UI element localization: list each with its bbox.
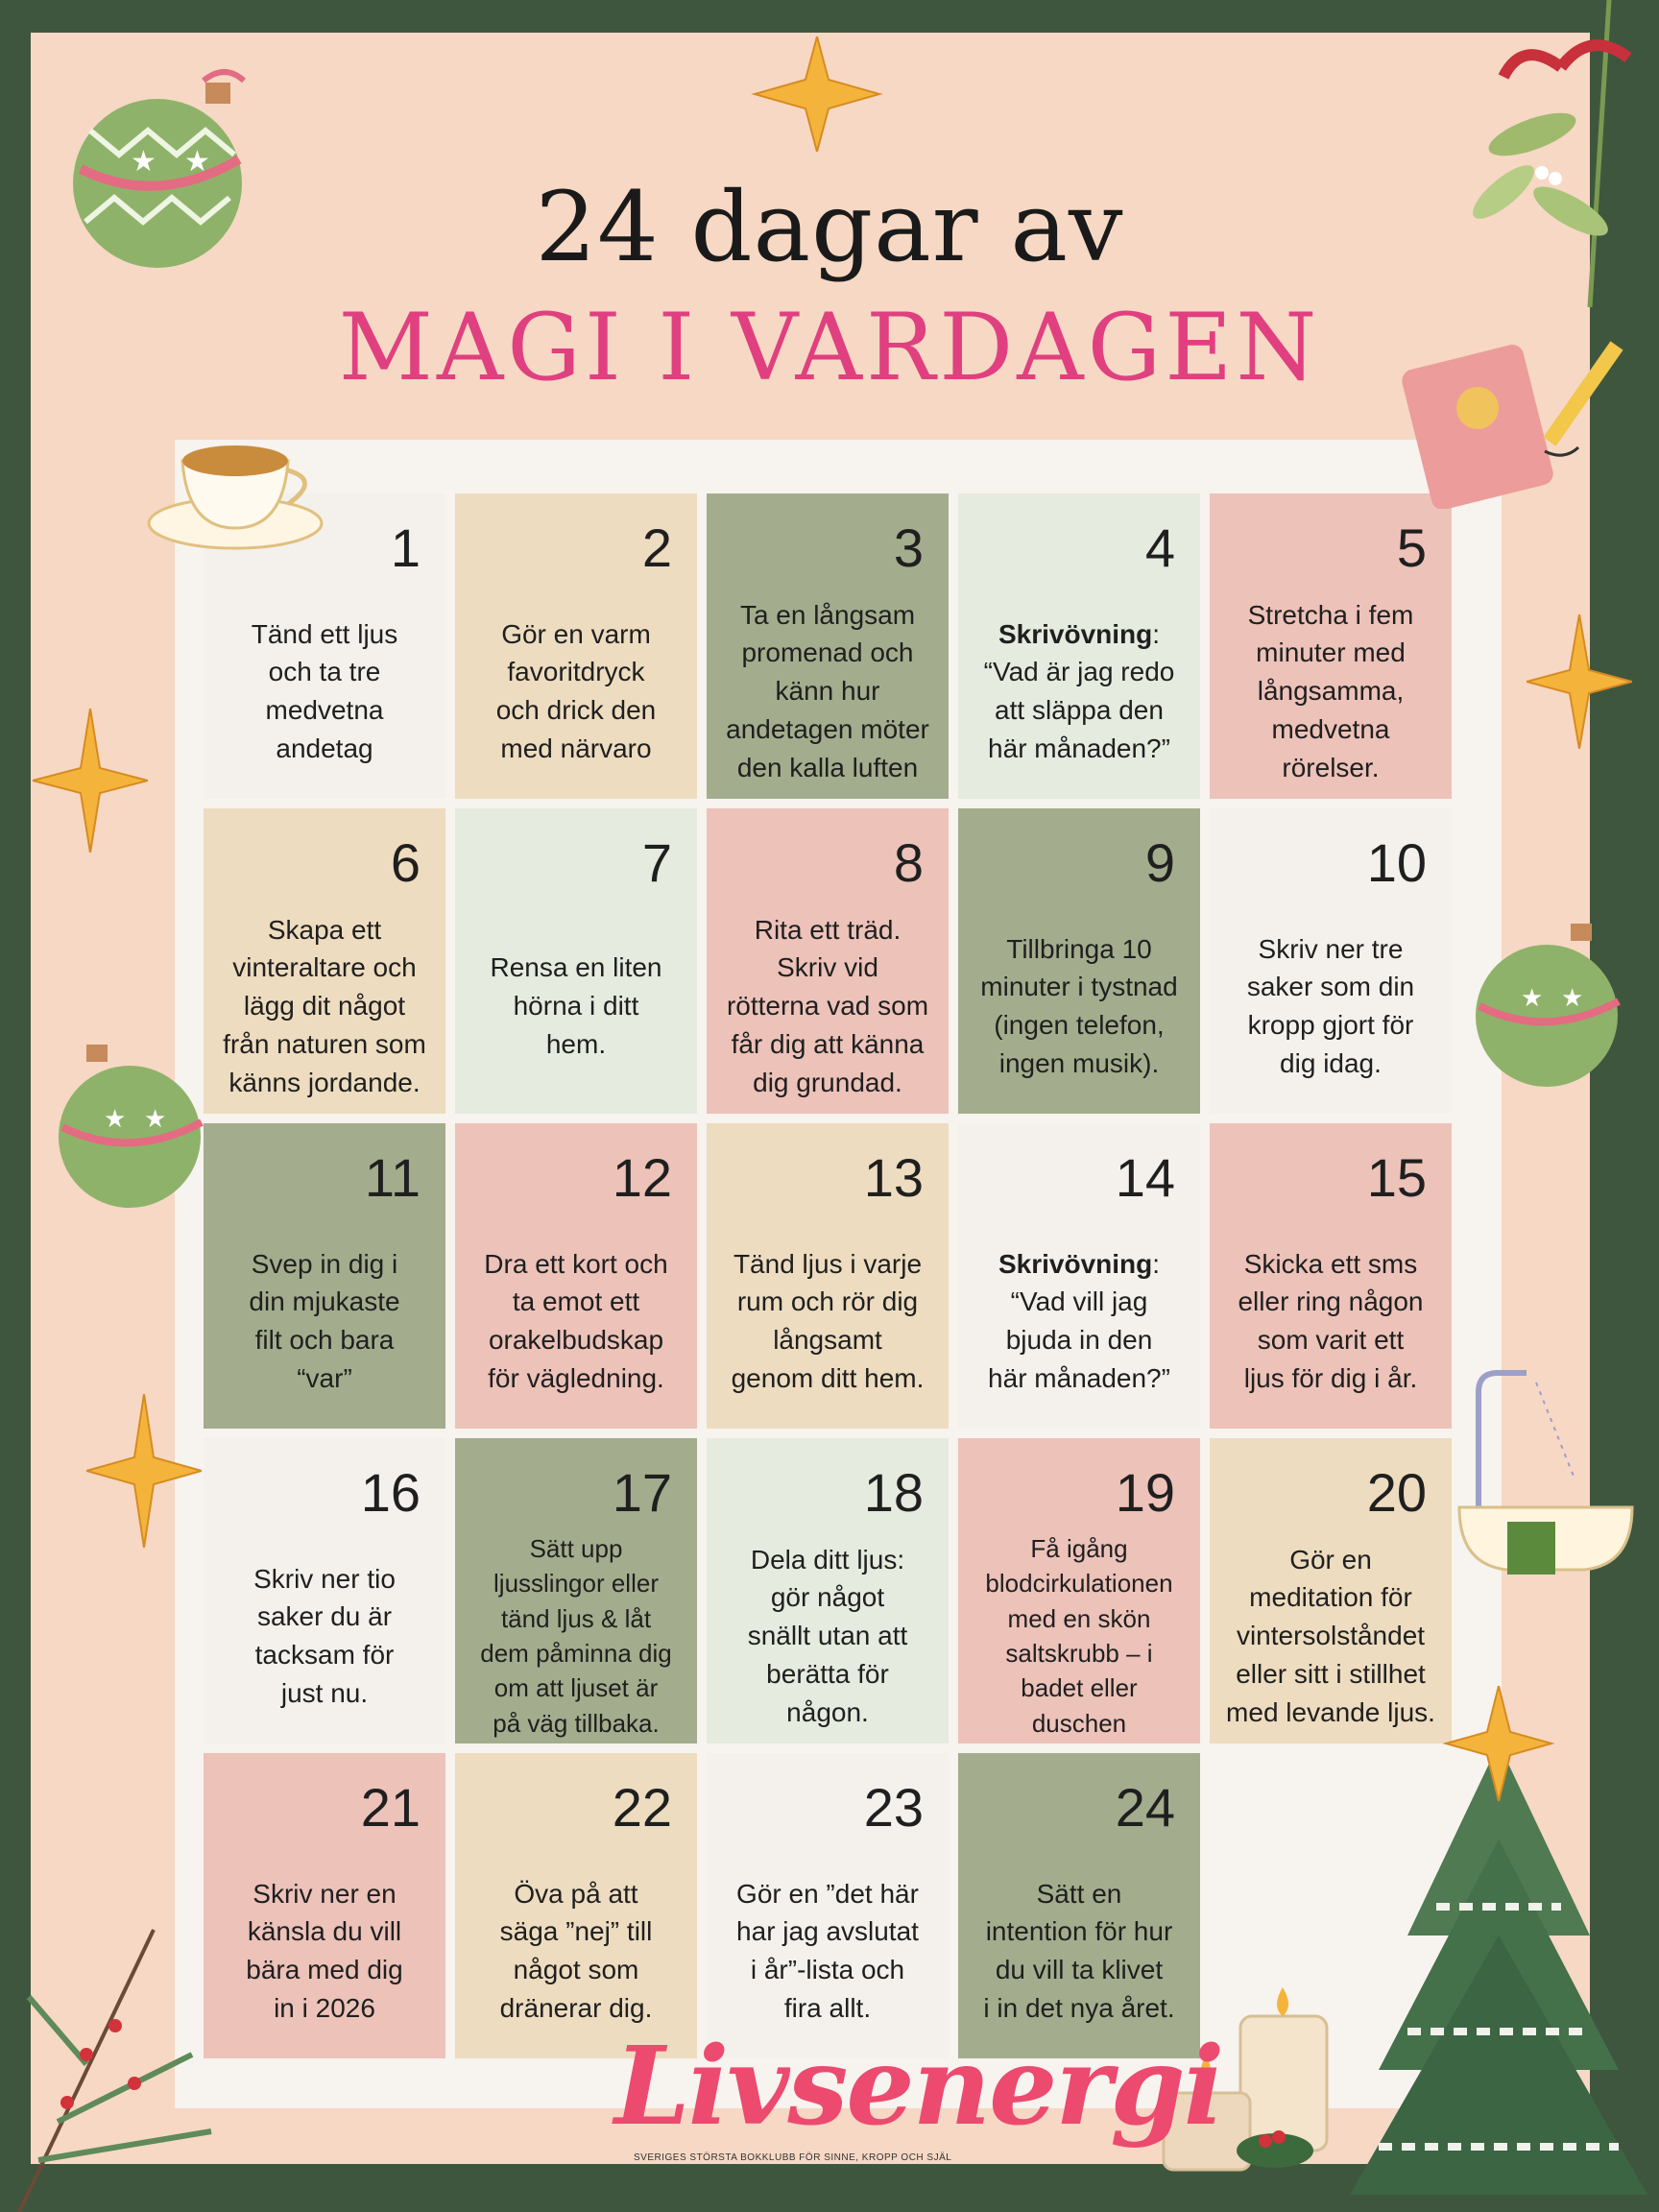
svg-text:★: ★ [1561,984,1584,1013]
star-icon [745,36,889,152]
svg-text:★: ★ [104,1105,127,1134]
star-icon [1527,614,1632,749]
day-text [213,1538,436,1734]
day-cell-2 [455,493,697,799]
day-text-body: Gör en meditation för vintersolståndet eller sitt i stillhet med levande ljus. [1226,1544,1435,1727]
day-text [213,1223,436,1419]
svg-text:★: ★ [1521,984,1544,1013]
day-text-body: Tillbringa 10 minuter i tystnad (ingen telefon, ingen musik). [980,933,1178,1078]
day-number: 14 [1115,1147,1175,1208]
day-text [716,1538,939,1734]
day-text-body: Stretcha i fem minuter med långsamma, medvetna rörelser. [1247,599,1414,782]
day-cell-18 [707,1438,949,1743]
day-cell-7 [455,808,697,1114]
day-text [465,1853,687,2049]
day-text [968,1223,1190,1419]
day-number: 13 [863,1147,924,1208]
day-text-body: Skicka ett sms eller ring någon som varit ett ljus för dig i år. [1238,1248,1424,1393]
day-cell-16 [204,1438,445,1743]
day-text [968,1533,1190,1738]
day-number: 12 [612,1147,672,1208]
day-number: 19 [1115,1462,1175,1523]
day-cell-6 [204,808,445,1114]
day-number: 6 [390,832,421,893]
day-cell-12 [455,1123,697,1429]
day-number: 16 [360,1462,421,1523]
journal-icon [1396,317,1636,509]
day-text [968,1853,1190,2049]
star-icon [86,1394,202,1548]
svg-text:★: ★ [131,145,156,179]
day-text-body: Skriv ner tre saker som din kropp gjort för dig idag. [1246,933,1415,1078]
day-text-bold: Skrivövning [998,1248,1153,1279]
day-cell-17 [455,1438,697,1743]
christmas-tree-icon [1340,1686,1657,2212]
day-text-body: : “Vad vill jag bjuda in den här månaden?” [988,1248,1170,1393]
day-number: 18 [863,1462,924,1523]
day-text-body: Öva på att säga ”nej” till något som dränerar dig. [499,1878,653,2023]
day-number: 23 [863,1777,924,1838]
day-text-body: Dela ditt ljus: gör något snällt utan att berätta för någon. [747,1544,908,1727]
day-text [716,1223,939,1419]
day-text-body: Gör en ”det här har jag avslutat i år”-lista och fira allt. [736,1878,919,2023]
day-cell-15 [1210,1123,1452,1429]
ornament-icon [61,63,263,275]
day-text [968,908,1190,1104]
day-cell-3 [707,493,949,799]
day-number: 20 [1366,1462,1427,1523]
day-text-body: Få igång blodcirkulationen med en skön saltskrubb – i badet eller duschen [985,1533,1173,1738]
day-number: 10 [1366,832,1427,893]
day-text [1219,1223,1442,1419]
day-text [213,908,436,1104]
svg-text:★: ★ [144,1105,167,1134]
day-text-body: Gör en varm favoritdryck och drick den med närvaro [495,618,657,763]
day-cell-19 [958,1438,1200,1743]
title-line-1: 24 dagar av [535,171,1124,283]
day-number: 1 [390,517,421,578]
day-cell-11 [204,1123,445,1429]
day-text-body: Svep in dig i din mjukaste filt och bara “var” [249,1248,400,1393]
day-cell-14 [958,1123,1200,1429]
day-text-body: Tänd ljus i varje rum och rör dig långsamt genom ditt hem. [731,1248,925,1393]
day-text-body: Skapa ett vinteraltare och lägg dit något från naturen som känns jordande. [223,914,426,1097]
day-number: 7 [641,832,672,893]
tagline: SVERIGES STÖRSTA BOKKLUBB FÖR SINNE, KROPP OCH SJÄL [634,2152,952,2163]
day-number: 5 [1396,517,1427,578]
day-text-body: : “Vad är jag redo att släppa den här månaden?” [983,618,1175,763]
branch-icon [0,1911,250,2212]
title-line-2: MAGI I VARDAGEN [338,294,1321,401]
bathtub-icon [1440,1363,1651,1603]
day-text-body: Rita ett träd. Skriv vid rötterna vad som får dig att känna dig grundad. [726,914,929,1097]
day-cell-13 [707,1123,949,1429]
day-text-body: Skriv ner tio saker du är tacksam för just nu. [253,1563,396,1708]
day-cell-9 [958,808,1200,1114]
teacup-icon [144,413,336,557]
day-text-body: Sätt upp ljusslingor eller tänd ljus & låt dem påminna dig om att ljuset är på väg tillbaka. [480,1533,672,1738]
day-number: 8 [893,832,924,893]
day-cell-23 [707,1753,949,2058]
day-number: 2 [641,517,672,578]
star-icon [33,709,148,853]
day-number: 9 [1144,832,1175,893]
day-text [1219,593,1442,789]
day-number: 21 [360,1777,421,1838]
day-text-body: Ta en långsam promenad och känn hur andetagen möter den kalla luften [726,599,929,782]
ornament-icon [48,1031,211,1214]
day-text-body: Dra ett kort och ta emot ett orakelbudskap för vägledning. [484,1248,668,1393]
ornament-icon [1465,910,1628,1093]
day-cell-4 [958,493,1200,799]
day-number: 4 [1144,517,1175,578]
day-number: 24 [1115,1777,1175,1838]
day-text [1219,908,1442,1104]
day-number: 17 [612,1462,672,1523]
svg-text:★: ★ [184,145,210,179]
day-number: 11 [364,1147,421,1208]
day-text [213,593,436,789]
day-cell-5 [1210,493,1452,799]
mistletoe-icon [1436,0,1659,317]
day-text-body: Skriv ner en känsla du vill bära med dig in i 2026 [246,1878,403,2023]
day-text-body: Rensa en liten hörna i ditt hem. [490,952,662,1059]
day-text [716,593,939,789]
day-text-bold: Skrivövning [998,618,1153,649]
day-cell-8 [707,808,949,1114]
day-number: 3 [893,517,924,578]
day-text [465,1223,687,1419]
day-number: 15 [1366,1147,1427,1208]
logo: Livsenergi [614,2024,1223,2150]
day-cell-10 [1210,808,1452,1114]
day-text-body: Sätt en intention för hur du vill ta klivet i in det nya året. [983,1878,1175,2023]
day-text [716,1853,939,2049]
day-text [465,593,687,789]
day-cell-22 [455,1753,697,2058]
day-text [968,593,1190,789]
day-number: 22 [612,1777,672,1838]
day-text [465,1533,687,1738]
day-text [716,908,939,1104]
day-text [465,908,687,1104]
day-text-body: Tänd ett ljus och ta tre medvetna andetag [251,618,398,763]
